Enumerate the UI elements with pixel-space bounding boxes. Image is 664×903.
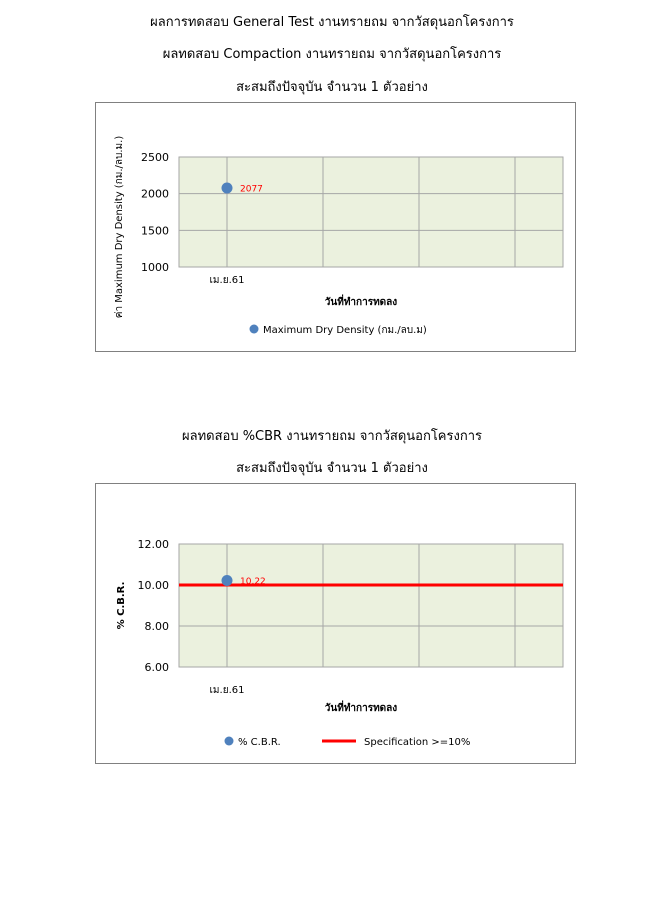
- legend-marker: [250, 325, 259, 334]
- chart1-subheading: สะสมถึงปัจจุบัน จำนวน 1 ตัวอย่าง: [236, 80, 428, 95]
- y-tick-label: 1000: [141, 261, 169, 274]
- y-tick-label: 10.00: [137, 579, 169, 592]
- plot-area: [179, 157, 563, 267]
- x-axis-title: วันที่ทำการทดลง: [324, 297, 398, 308]
- legend-marker: [225, 737, 234, 746]
- x-axis-title: วันที่ทำการทดลง: [324, 703, 398, 714]
- chart2-subheading: สะสมถึงปัจจุบัน จำนวน 1 ตัวอย่าง: [236, 461, 428, 476]
- legend-label: Maximum Dry Density (กม./ลบ.ม): [263, 325, 427, 336]
- y-tick-label: 2500: [141, 151, 169, 164]
- plot-area: [179, 544, 563, 667]
- y-axis-title: ค่า Maximum Dry Density (กม./ลบ.ม.): [114, 135, 125, 319]
- y-tick-label: 8.00: [144, 620, 169, 633]
- data-label: 2077: [240, 184, 263, 195]
- data-point: [222, 183, 233, 194]
- legend-label: Specification >=10%: [364, 737, 471, 748]
- data-point: [222, 575, 233, 586]
- y-tick-label: 6.00: [144, 661, 169, 674]
- chart1-frame: [95, 102, 576, 352]
- chart2-svg: [96, 484, 577, 765]
- legend-label: % C.B.R.: [238, 737, 281, 748]
- chart2-heading: ผลทดสอบ %CBR งานทรายถม จากวัสดุนอกโครงการ: [181, 429, 482, 444]
- y-tick-label: 2000: [141, 187, 169, 201]
- chart2-frame: [95, 483, 576, 764]
- y-axis-title: % C.B.R.: [116, 581, 127, 630]
- page-title: ผลการทดสอบ General Test งานทรายถม จากวัสดุนอกโครงการ: [150, 15, 514, 30]
- data-label: 10.22: [240, 576, 266, 587]
- x-tick-label: เม.ย.61: [209, 685, 245, 696]
- y-tick-label: 1500: [141, 224, 169, 238]
- x-tick-label: เม.ย.61: [209, 275, 245, 286]
- y-tick-label: 12.00: [137, 538, 169, 551]
- chart1-svg: [96, 103, 577, 353]
- chart1-heading: ผลทดสอบ Compaction งานทรายถม จากวัสดุนอกโครงการ: [162, 47, 502, 62]
